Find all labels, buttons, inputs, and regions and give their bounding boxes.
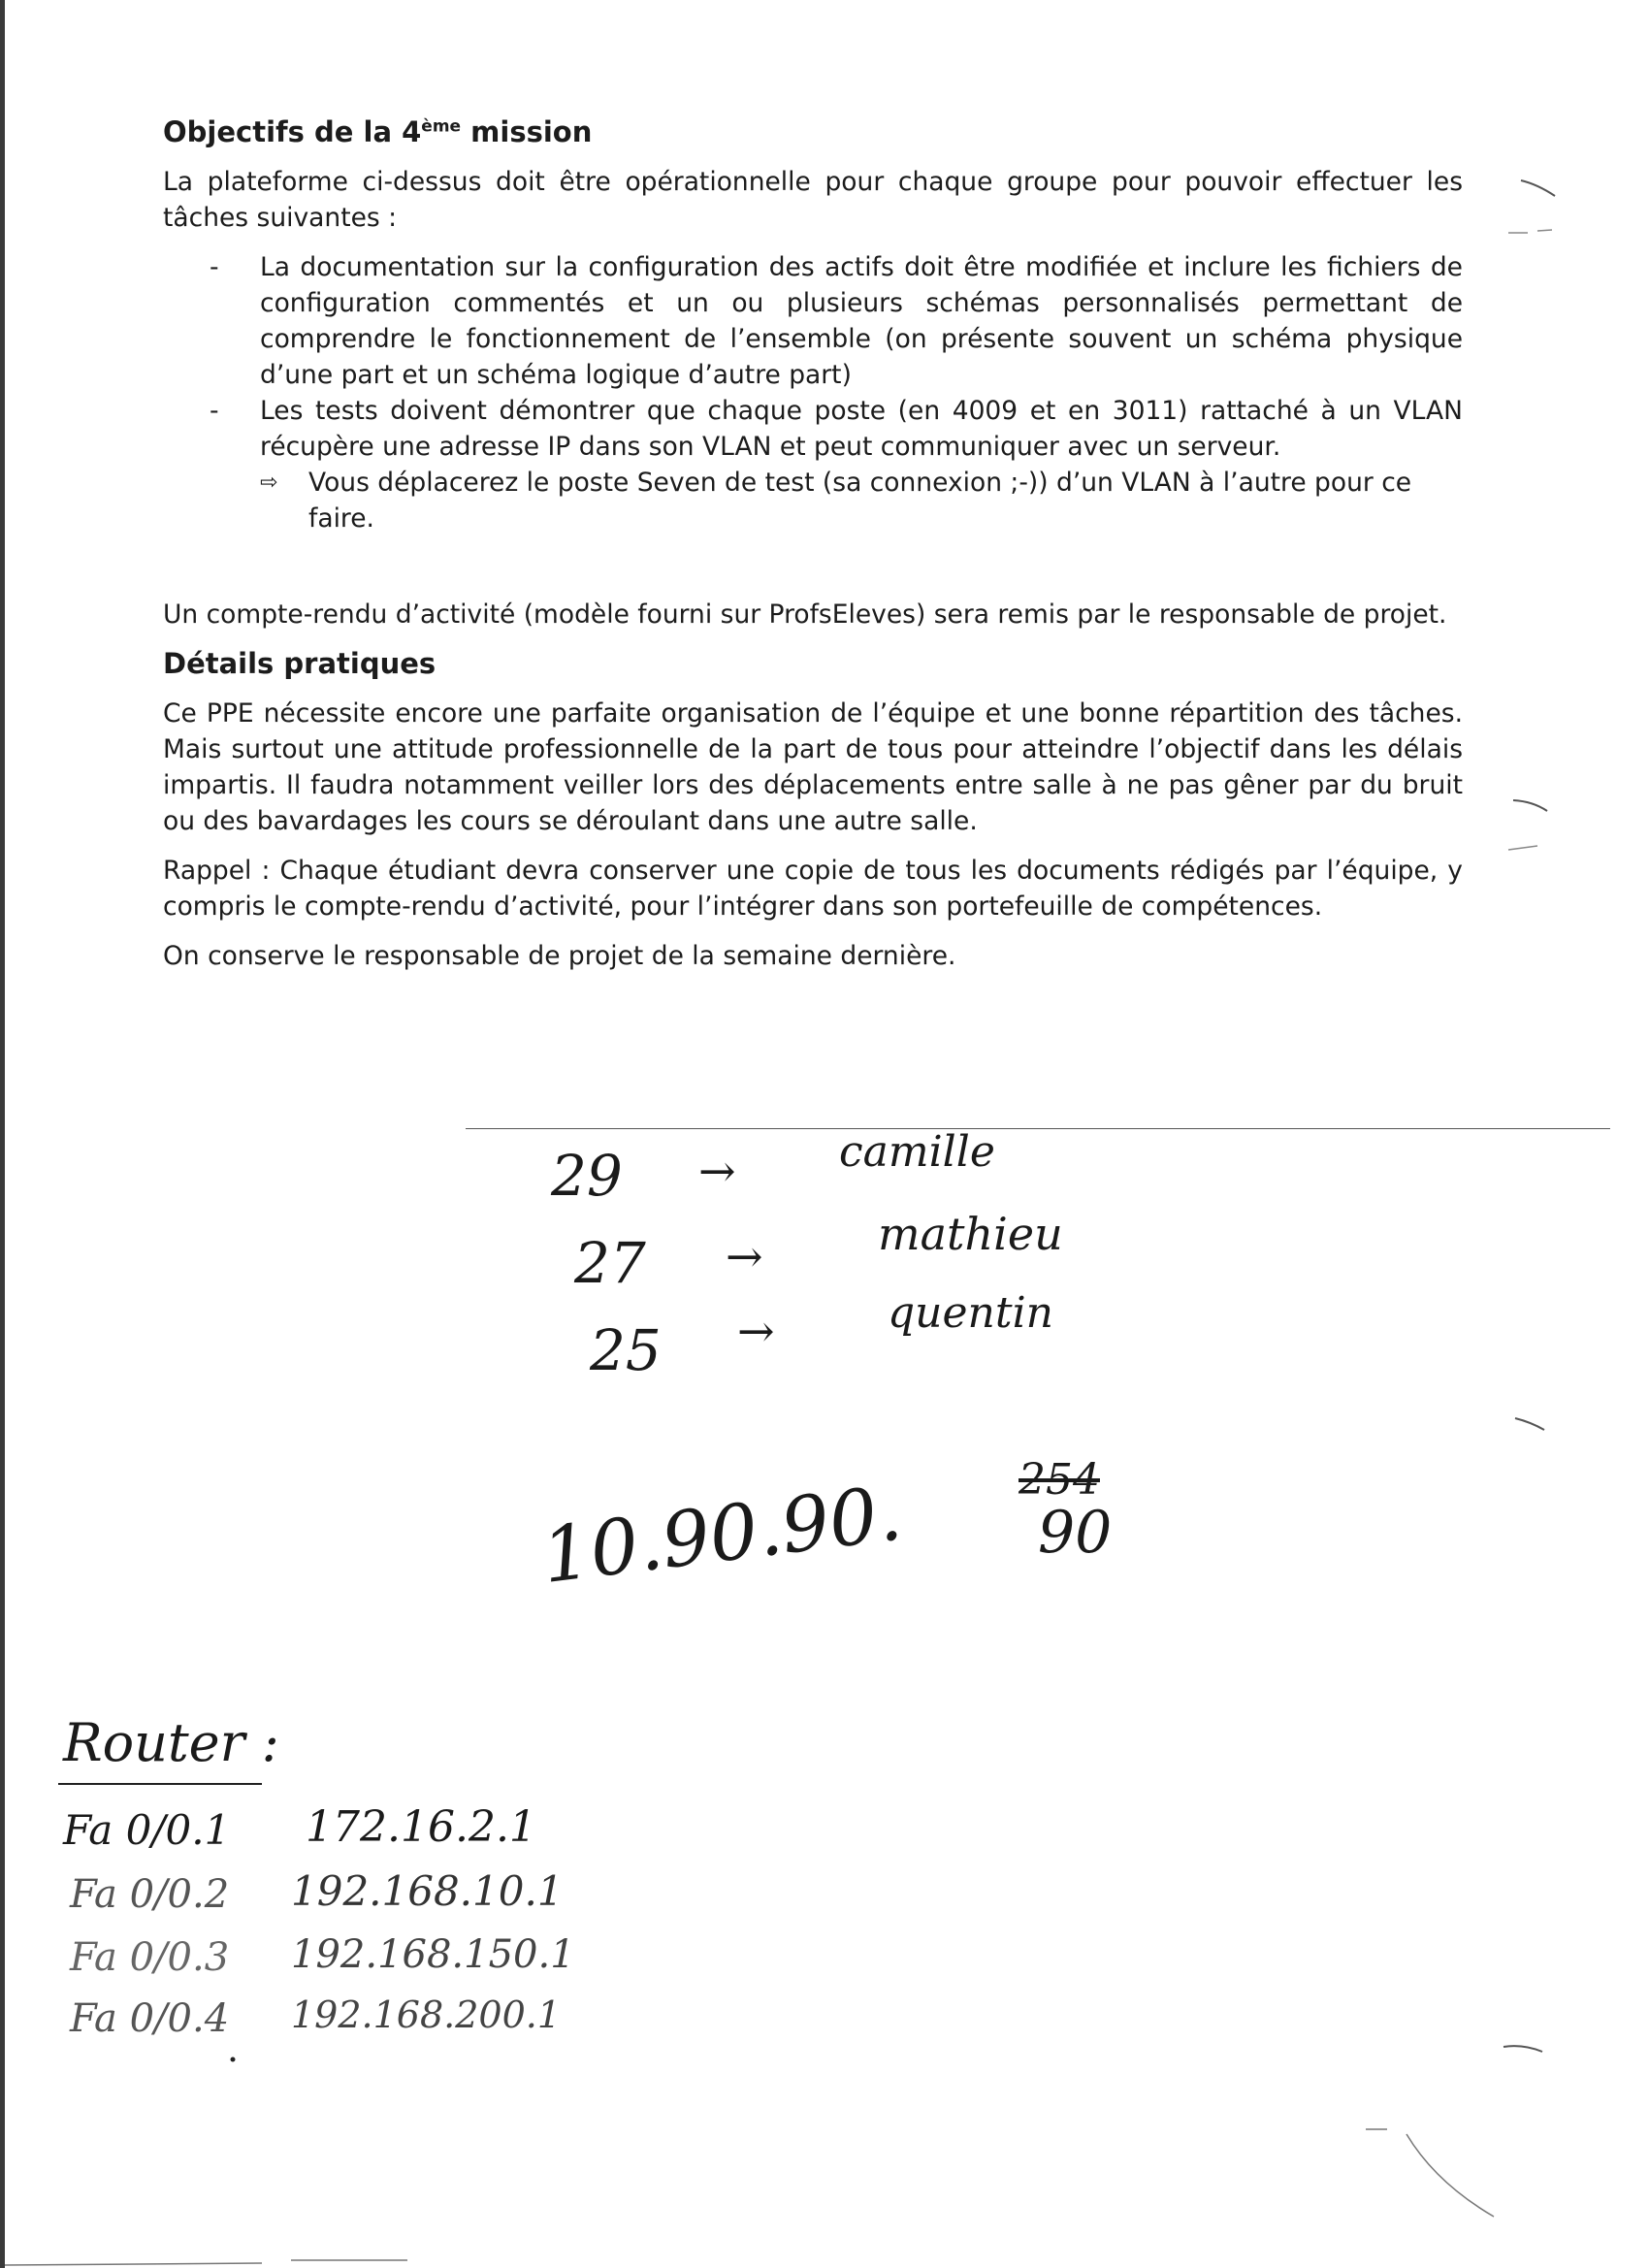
ip-last-octet-crossed: 254 bbox=[1018, 1455, 1100, 1505]
assignment-number: 29 bbox=[551, 1143, 623, 1209]
bullet-text: Les tests doivent démontrer que chaque poste (en 4009 et en 3011) rattaché à un VLAN récupère une adresse IP dans son VLAN et peut communiquer avec un serveur. bbox=[260, 396, 1463, 462]
router-ip: 192.168.150.1 bbox=[291, 1932, 575, 1977]
arrow-icon: → bbox=[698, 1145, 736, 1197]
ip-last-octet: 90 bbox=[1038, 1499, 1113, 1567]
router-interface: Fa 0/0.3 bbox=[70, 1935, 230, 1980]
bullet-text: La documentation sur la configuration des actifs doit être modifiée et inclure les fichiers de configuration commentés et un ou plusieurs schémas personnalisés permettant de comprendre le fonctionnement de l’ensemble (on présente souvent un schéma physique d’une part et un schéma logique d’autre part) bbox=[260, 252, 1463, 390]
report-note: Un compte-rendu d’activité (modèle fourni sur ProfsEleves) sera remis par le responsable de projet. bbox=[163, 599, 1447, 630]
ip-address: 10.90.90. bbox=[537, 1470, 907, 1601]
dash-marker: - bbox=[210, 252, 219, 282]
router-interface: Fa 0/0.4 bbox=[70, 1996, 230, 2041]
arrow-icon: → bbox=[726, 1230, 763, 1282]
section-heading-details: Détails pratiques bbox=[163, 647, 436, 680]
assignment-name: camille bbox=[839, 1127, 995, 1177]
heading-text: Objectifs de la 4 bbox=[163, 115, 422, 148]
heading-superscript: ème bbox=[421, 116, 462, 137]
router-ip: 172.16.2.1 bbox=[306, 1802, 536, 1852]
router-ip: 192.168.200.1 bbox=[291, 1993, 562, 2036]
project-lead-note: On conserve le responsable de projet de la semaine dernière. bbox=[163, 941, 956, 971]
arrow-icon: → bbox=[737, 1305, 775, 1357]
router-interface: Fa 0/0.1 bbox=[63, 1806, 231, 1854]
heading-text-end: mission bbox=[461, 115, 593, 148]
dash-marker: - bbox=[210, 396, 219, 426]
assignment-name: mathieu bbox=[878, 1208, 1063, 1260]
arrow-note-text: Vous déplacerez le poste Seven de test (sa connexion ;-)) d’un VLAN à l’autre pour ce faire. bbox=[308, 468, 1412, 534]
details-paragraph: Ce PPE nécessite encore une parfaite organisation de l’équipe et une bonne répartition des tâches. Mais surtout une attitude professionnelle de la part de tous pour atteindre l’objectif dans les délais impartis. Il faudra notamment veiller lors des déplacements entre salle à ne pas gêner par du bruit ou des bavardages les cours se déroulant dans une autre salle. bbox=[163, 698, 1463, 836]
assignment-name: quentin bbox=[888, 1288, 1053, 1338]
assignment-number: 27 bbox=[574, 1230, 646, 1296]
router-ip: 192.168.10.1 bbox=[291, 1867, 564, 1915]
router-interface: Fa 0/0.2 bbox=[70, 1872, 230, 1917]
router-title: Router : bbox=[63, 1712, 279, 1773]
reminder-paragraph: Rappel : Chaque étudiant devra conserver une copie de tous les documents rédigés par l’équipe, y compris le compte-rendu d’activité, pour l’intégrer dans son portefeuille de compétences. bbox=[163, 856, 1463, 922]
intro-paragraph: La plateforme ci-dessus doit être opérationnelle pour chaque groupe pour pouvoir effectuer les tâches suivantes : bbox=[163, 167, 1463, 233]
arrow-right-icon: ⇨ bbox=[260, 470, 278, 495]
assignment-number: 25 bbox=[590, 1317, 662, 1383]
